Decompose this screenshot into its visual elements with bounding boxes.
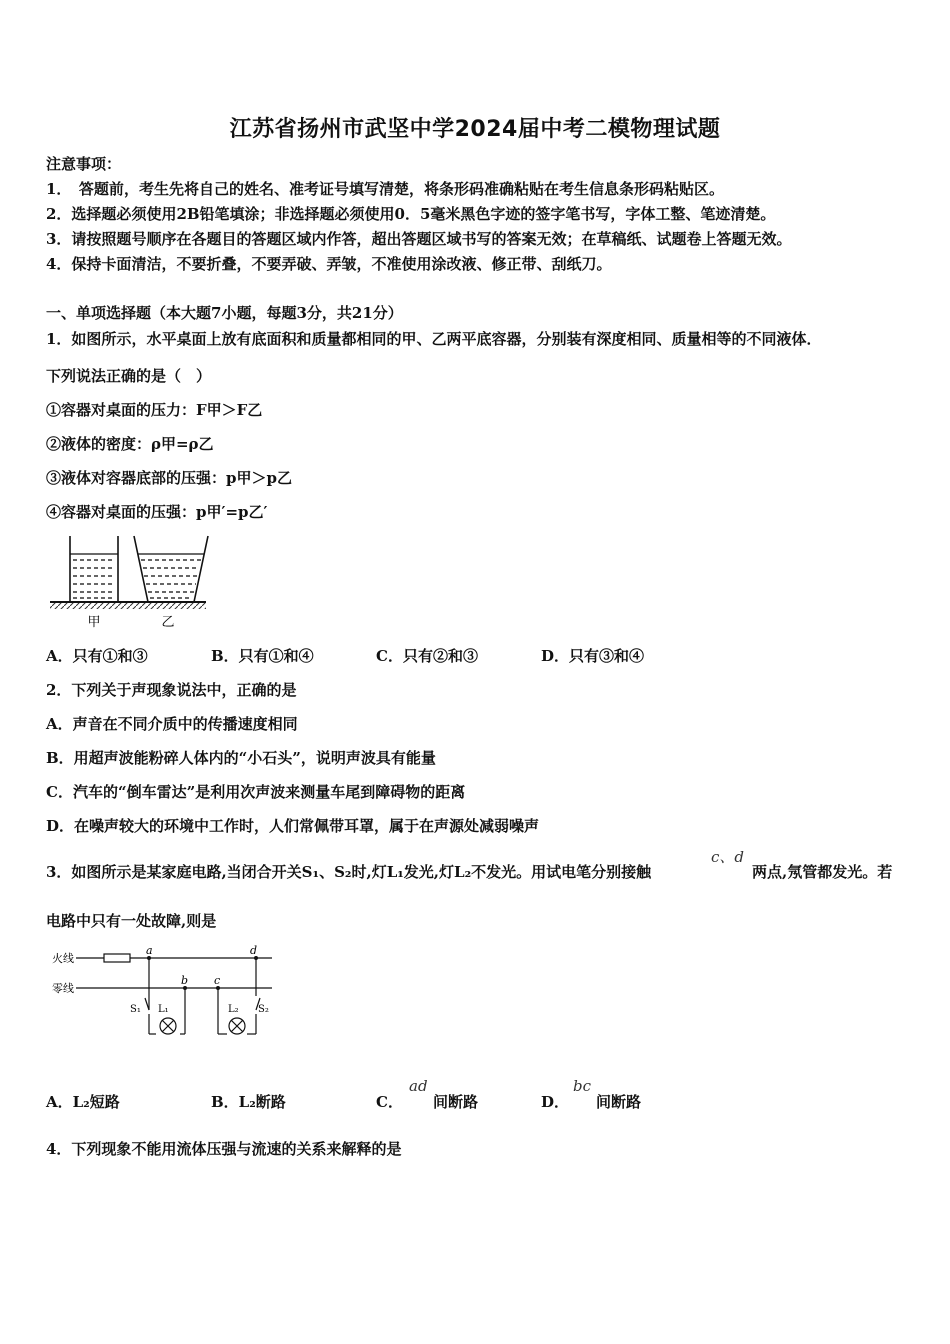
q3-option-d: D． — [541, 1093, 570, 1111]
label-point-b: b — [181, 974, 189, 987]
label-jia: 甲 — [87, 615, 101, 630]
q1-statement: ④容器对桌面的压强：p甲′=p乙′ — [46, 503, 268, 521]
q3-option-c: C． — [376, 1093, 403, 1111]
q2-stem: 2．下列关于声现象说法中，正确的是 — [46, 681, 297, 699]
section-heading: 一、单项选择题（本大题7小题，每题3分，共21分） — [46, 304, 403, 322]
q2-option-a: A．声音在不同介质中的传播速度相同 — [46, 715, 298, 733]
notice-item: 2．选择题必须使用2B铅笔填涂；非选择题必须使用0．5毫米黑色字迹的签字笔书写，字体工整、笔迹清楚。 — [46, 205, 776, 223]
containers-figure — [46, 534, 216, 630]
label-point-d: d — [250, 944, 258, 957]
q1-ask: 下列说法正确的是（ ） — [46, 367, 212, 385]
label-switch-2: S₂ — [258, 1004, 269, 1015]
notice-item: 3．请按照题号顺序在各题目的答题区域内作答，超出答题区域书写的答案无效；在草稿纸、试题卷上答题无效。 — [46, 230, 792, 248]
q1-statement: ②液体的密度：ρ甲=ρ乙 — [46, 435, 214, 453]
notice-item: 4．保持卡面清洁，不要折叠，不要弄破、弄皱，不准使用涂改液、修正带、刮纸刀。 — [46, 255, 612, 273]
q3-option-a: A．L₂短路 — [46, 1093, 120, 1111]
page-title: 江苏省扬州市武坚中学2024届中考二模物理试题 — [229, 117, 721, 142]
circuit-figure — [46, 940, 286, 1048]
q2-option-b: B．用超声波能粉碎人体内的“小石头”，说明声波具有能量 — [46, 749, 436, 767]
q1-option-a: A．只有①和③ — [46, 647, 148, 665]
q4-stem: 4．下列现象不能用流体压强与流速的关系来解释的是 — [46, 1140, 402, 1158]
q3-stem-math: c、d — [711, 848, 745, 866]
q2-option-c: C．汽车的“倒车雷达”是利用次声波来测量车尾到障碍物的距离 — [46, 783, 466, 801]
label-lamp-1: L₁ — [158, 1004, 169, 1015]
q3-option-c-suffix: 间断路 — [433, 1093, 479, 1111]
label-lamp-2: L₂ — [228, 1004, 239, 1015]
label-point-a: a — [146, 944, 153, 957]
q1-option-b: B．只有①和④ — [211, 647, 314, 665]
label-neutral-wire: 零线 — [52, 982, 74, 995]
q1-statement: ③液体对容器底部的压强：p甲＞p乙 — [46, 469, 292, 487]
q3-option-d-suffix: 间断路 — [596, 1093, 642, 1111]
q3-option-c-math: ad — [409, 1077, 428, 1095]
label-point-c: c — [214, 974, 221, 987]
q3-option-d-math: bc — [573, 1077, 592, 1095]
label-switch-1: S₁ — [130, 1004, 141, 1015]
q3-option-b: B．L₂断路 — [211, 1093, 286, 1111]
q3-stem-part1: 3．如图所示是某家庭电路,当闭合开关S₁、S₂时,灯L₁发光,灯L₂不发光。用试电笔分别接触 — [46, 863, 652, 881]
q3-stem-part2: 两点,氖管都发光。若 — [752, 863, 893, 881]
q3-stem-line2: 电路中只有一处故障,则是 — [46, 912, 217, 930]
q1-stem: 1．如图所示，水平桌面上放有底面积和质量都相同的甲、乙两平底容器，分别装有深度相同、质量相等的不同液体． — [46, 330, 822, 348]
notice-item: 1． 答题前，考生先将自己的姓名、准考证号填写清楚，将条形码准确粘贴在考生信息条形码粘贴区。 — [46, 180, 724, 198]
label-yi: 乙 — [161, 615, 175, 630]
q1-statement: ①容器对桌面的压力：F甲＞F乙 — [46, 401, 263, 419]
notice-heading: 注意事项： — [46, 155, 122, 173]
label-live-wire: 火线 — [52, 952, 74, 965]
q1-option-c: C．只有②和③ — [376, 647, 478, 665]
q1-option-d: D．只有③和④ — [541, 647, 645, 665]
q2-option-d: D．在噪声较大的环境中工作时，人们常佩带耳罩，属于在声源处减弱噪声 — [46, 817, 540, 835]
